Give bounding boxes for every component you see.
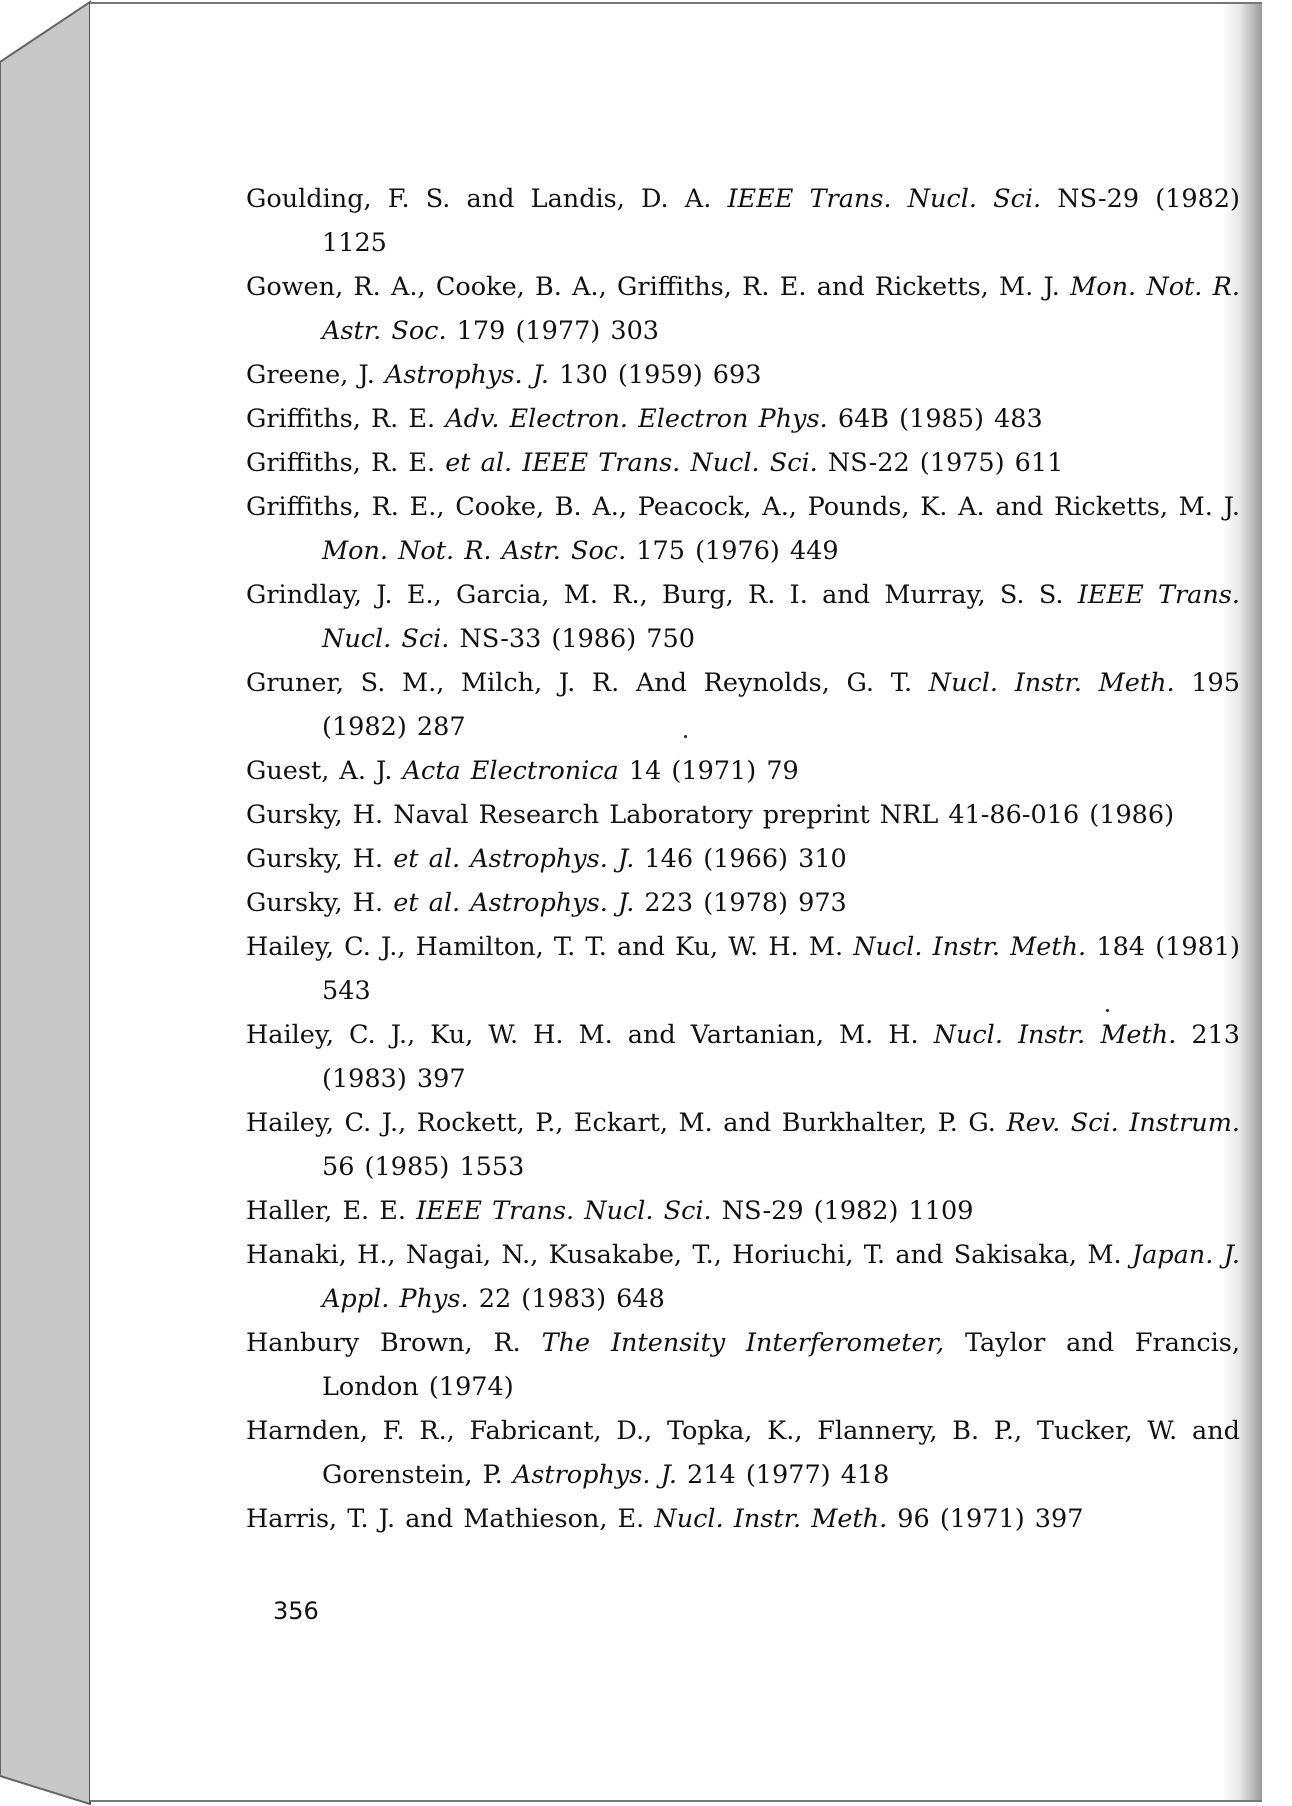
reference-entry: Grindlay, J. E., Garcia, M. R., Burg, R. I. and Murray, S. S. IEEE Trans. Nucl. Sci. NS-33 (1986) 750: [246, 580, 1241, 654]
reference-entry: Gursky, H. et al. Astrophys. J. 223 (1978) 973: [246, 888, 847, 918]
reference-entry: Harris, T. J. and Mathieson, E. Nucl. Instr. Meth. 96 (1971) 397: [246, 1504, 1084, 1534]
reference-entry: Hailey, C. J., Ku, W. H. M. and Vartanian, M. H. Nucl. Instr. Meth. 213 (1983) 397: [246, 1020, 1241, 1094]
reference-entry: Gursky, H. Naval Research Laboratory preprint NRL 41-86-016 (1986): [246, 800, 1175, 830]
reference-entry: Goulding, F. S. and Landis, D. A. IEEE Trans. Nucl. Sci. NS-29 (1982) 1125: [246, 184, 1240, 258]
book-page: [90, 2, 1262, 1802]
reference-entry: Haller, E. E. IEEE Trans. Nucl. Sci. NS-29 (1982) 1109: [246, 1196, 974, 1226]
reference-entry: Gruner, S. M., Milch, J. R. And Reynolds, G. T. Nucl. Instr. Meth. 195 (1982) 287: [246, 668, 1240, 742]
reference-entry: Griffiths, R. E. et al. IEEE Trans. Nucl. Sci. NS-22 (1975) 611: [246, 448, 1064, 478]
reference-entry: Hanaki, H., Nagai, N., Kusakabe, T., Horiuchi, T. and Sakisaka, M. Japan. J. Appl. Phys. 22 (1983) 648: [246, 1240, 1240, 1314]
reference-entry: Gowen, R. A., Cooke, B. A., Griffiths, R. E. and Ricketts, M. J. Mon. Not. R. Astr. Soc. 179 (1977) 303: [246, 272, 1240, 346]
page-number: 356: [273, 1597, 319, 1625]
reference-entry: Hanbury Brown, R. The Intensity Interferometer, Taylor and Francis, London (1974): [246, 1328, 1240, 1402]
reference-entry: Hailey, C. J., Rockett, P., Eckart, M. and Burkhalter, P. G. Rev. Sci. Instrum. 56 (1985) 1553: [246, 1108, 1241, 1182]
reference-entry: Hailey, C. J., Hamilton, T. T. and Ku, W. H. M. Nucl. Instr. Meth. 184 (1981) 543: [246, 932, 1240, 1006]
reference-entry: Greene, J. Astrophys. J. 130 (1959) 693: [246, 360, 762, 390]
reference-entry: Harnden, F. R., Fabricant, D., Topka, K., Flannery, B. P., Tucker, W. and Gorenstein, P. Astrophys. J. 214 (1977) 418: [246, 1416, 1240, 1490]
reference-entry: Griffiths, R. E. Adv. Electron. Electron Phys. 64B (1985) 483: [246, 404, 1043, 434]
reference-entry: Guest, A. J. Acta Electronica 14 (1971) 79: [246, 756, 799, 786]
reference-entry: Griffiths, R. E., Cooke, B. A., Peacock, A., Pounds, K. A. and Ricketts, M. J. Mon. Not. R. Astr. Soc. 175 (1976) 449: [246, 492, 1240, 566]
print-speck: [1106, 1009, 1109, 1012]
print-speck: [684, 735, 687, 738]
reference-entry: Gursky, H. et al. Astrophys. J. 146 (1966) 310: [246, 844, 847, 874]
reference-list: [246, 177, 1240, 1541]
